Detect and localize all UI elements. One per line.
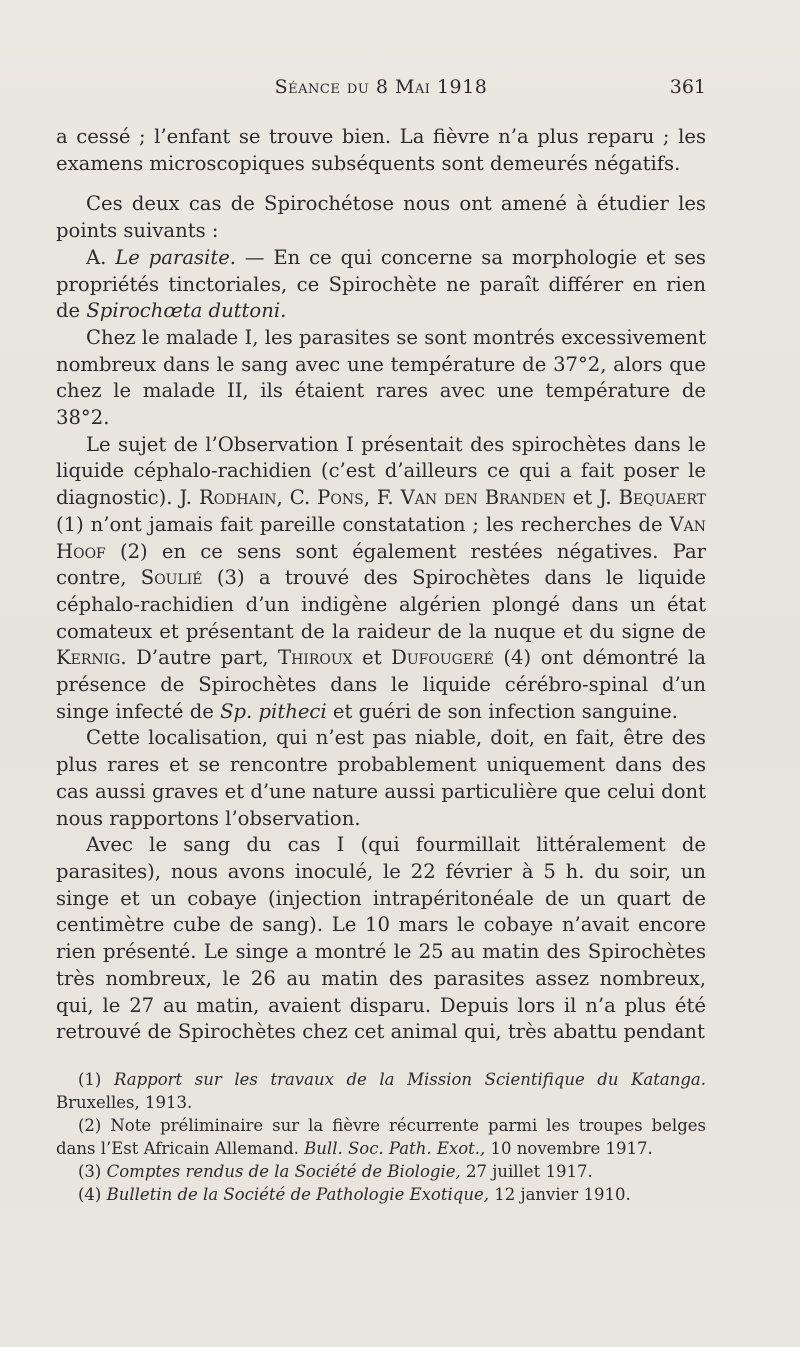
section-title: Le parasite.: [115, 245, 237, 269]
section-label: A.: [86, 245, 107, 269]
footnote-title: Bull. Soc. Path. Exot.,: [304, 1139, 486, 1158]
text-run: et: [352, 646, 392, 670]
paragraph-parasite-text: — En ce qui concerne sa morphologie et ses propriétés tinctoriales, ce Spirochète ne paraît différer en rien de: [56, 245, 706, 323]
paragraph-2: Ces deux cas de Spirochétose nous ont amené à étudier les points suivants :: [56, 192, 706, 243]
author-name: Bequaert: [618, 486, 706, 510]
species-name: Spirochœta duttoni.: [86, 299, 287, 323]
paragraph-4: Chez le malade I, les parasites se sont montrés excessivement nombreux dans le sang avec une température de 37°2, alors que chez le malade II, ils étaient rares avec une température de 38°2.: [56, 325, 706, 430]
page-number: 361: [669, 76, 706, 98]
text-run: Le sujet de l’Observation I présentait des spirochètes dans le liquide céphalo-rachidien (c’est d’ailleurs ce qui a fait poser le diagnostic). J.: [56, 432, 706, 510]
text-run: (1) n’ont jamais fait pareille constatation ; les recherches de: [56, 512, 670, 536]
text-run: (4) ont démontré la présence de Spirochètes dans le liquide cérébro-spinal d’un singe infecté de: [56, 646, 706, 723]
paragraph-7: Avec le sang du cas I (qui fourmillait littéralement de parasites), nous avons inoculé, le 22 février à 5 h. du soir, un singe et un cobaye (injection intrapéritonéale de un quart de centimètre cube de sang). Le 10 mars le cobaye n’avait encore rien présenté. Le singe a montré le 25 au matin des Spirochètes très nombreux, le 26 au matin des parasites assez nombreux, qui, le 27 au matin, avaient disparu. Depuis lors il n’a plus été retrouvé de Spirochètes chez cet animal qui, très abattu pendant: [56, 833, 706, 1044]
footnote-1: [56, 1068, 706, 1114]
footnote-title: Rapport sur les travaux de la Mission Scientifique du Katanga.: [113, 1070, 706, 1089]
body-text: [56, 124, 706, 1046]
footnote-rest: 27 juillet 1917.: [460, 1162, 593, 1181]
footnote-rest: Bruxelles, 1913.: [56, 1093, 193, 1112]
text-run: , C.: [276, 486, 318, 510]
paragraph-1: a cessé ; l’enfant se trouve bien. La fièvre n’a plus reparu ; les examens microscopiques subséquents sont demeurés négatifs.: [56, 125, 706, 175]
text-run: (2) en ce sens sont également restées négatives. Par contre,: [56, 539, 706, 590]
paragraph-6: Cette localisation, qui n’est pas niable, doit, en fait, être des plus rares et se rencontre probablement uniquement dans des cas aussi graves et d’une nature aussi particulière que celui dont nous rapportons l’observation.: [56, 726, 706, 830]
text-run: et J.: [565, 486, 619, 510]
footnote-number: (4): [78, 1185, 102, 1204]
footnote-rest: 12 janvier 1910.: [488, 1185, 631, 1204]
text-run: , F.: [363, 486, 401, 510]
footnotes: [56, 1068, 706, 1206]
author-name: Van Hoof: [56, 512, 706, 563]
text-run: et guéri de son infection sanguine.: [326, 699, 678, 723]
author-name: Kernig: [56, 646, 121, 670]
text-run: . D’autre part,: [120, 646, 279, 670]
paragraph-5: [56, 432, 706, 726]
footnote-3: [56, 1160, 706, 1183]
author-name: Thiroux: [278, 646, 353, 670]
footnote-4: [56, 1183, 706, 1206]
footnote-title: Bulletin de la Société de Pathologie Exotique,: [106, 1185, 489, 1204]
species-name: Sp. pitheci: [220, 699, 327, 723]
author-name: Rodhain: [198, 486, 277, 510]
page-header: [56, 76, 706, 104]
paragraph-parasite: [56, 245, 706, 325]
author-name: Van den Branden: [400, 486, 566, 510]
footnote-title: Comptes rendus de la Société de Biologie,: [106, 1162, 461, 1181]
footnote-number: (2): [78, 1116, 102, 1135]
running-head: Séance du 8 Mai 1918: [274, 76, 488, 98]
author-name: Soulié: [140, 566, 203, 590]
author-name: Dufougeré: [391, 646, 494, 670]
footnote-number: (3): [78, 1162, 102, 1181]
footnote-2: [56, 1114, 706, 1160]
text-run: (3) a trouvé des Spirochètes dans le liquide céphalo-rachidien d’un indigène algérien plongé dans un état comateux et présentant de la raideur de la nuque et du signe de: [56, 566, 706, 643]
author-name: Pons: [317, 486, 364, 510]
footnote-rest: 10 novembre 1917.: [485, 1139, 653, 1158]
footnote-text: Note préliminaire sur la fièvre récurrente parmi les troupes belges dans l’Est Africain Allemand.: [56, 1116, 706, 1158]
footnote-number: (1): [78, 1070, 102, 1089]
